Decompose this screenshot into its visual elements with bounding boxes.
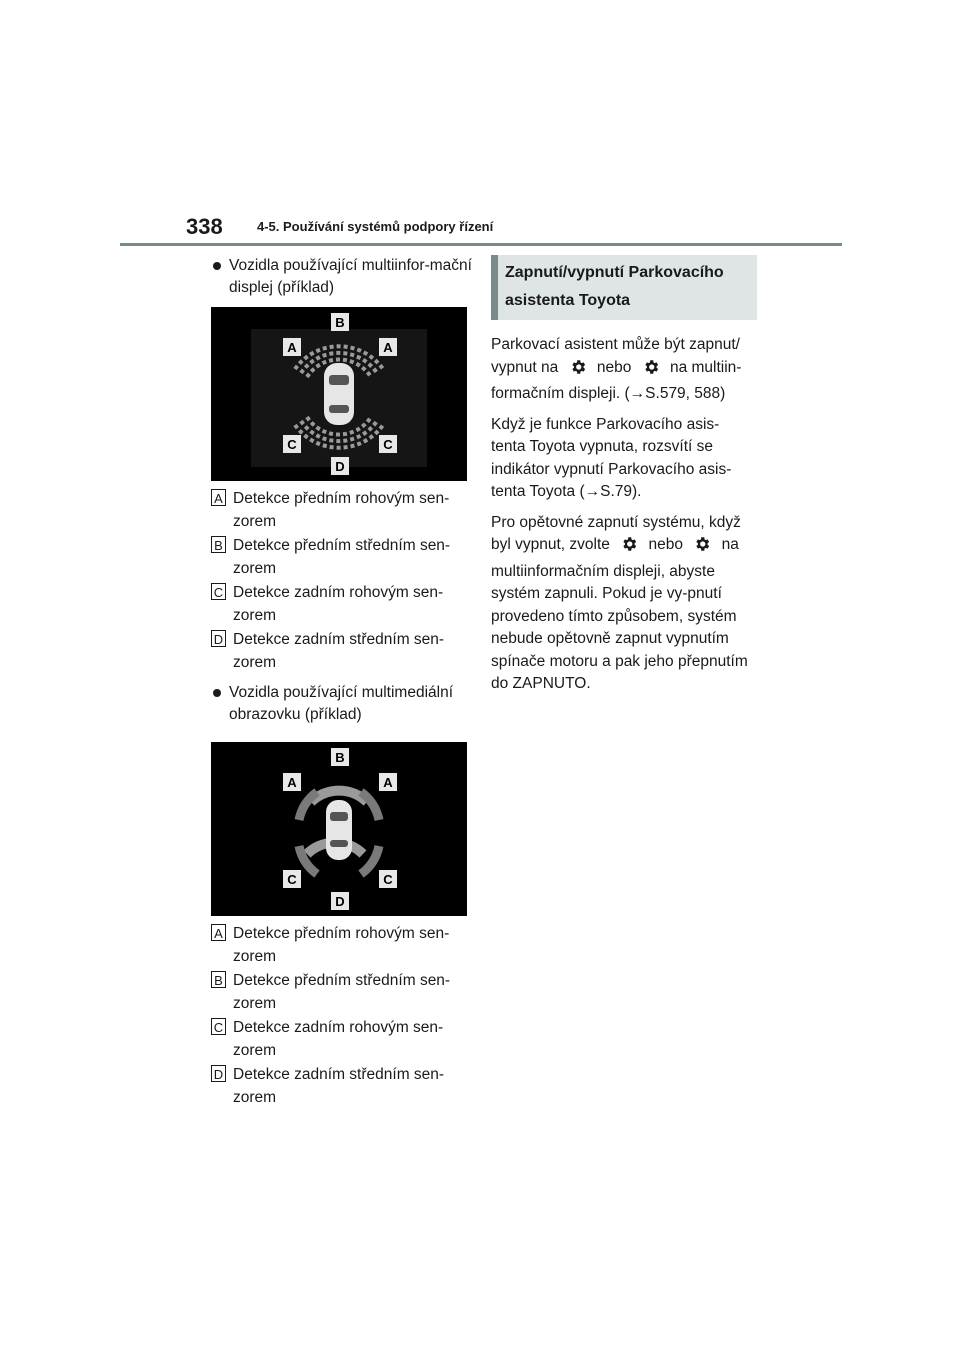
legend-d	[211, 1063, 473, 1109]
paragraph-text: nebo	[596, 358, 632, 376]
paragraph-text: na multiinformačním displeji, abyste systém zapnuli. Pokud je vy-pnutí provedeno tímto způsobem, systém nebude opětovně zapnut vypnutím spínače motoru a pak jeho přepnutím do ZAPNUTO.	[491, 536, 748, 692]
legend-d	[211, 628, 473, 674]
gear-icon	[693, 535, 711, 561]
left-column	[211, 255, 473, 1110]
legend-text: Detekce předním rohovým sen-zorem	[233, 490, 450, 530]
label-a-left: A	[287, 340, 297, 355]
letter-box-b: B	[211, 971, 226, 988]
label-a-right: A	[383, 775, 393, 790]
legend-text: Detekce předním rohovým sen-zorem	[233, 925, 450, 965]
legend-text: Detekce zadním rohovým sen-zorem	[233, 1019, 444, 1059]
legend-a	[211, 487, 473, 533]
legend-text: Detekce zadním středním sen-zorem	[233, 631, 445, 671]
label-a-right: A	[383, 340, 393, 355]
legend-a	[211, 922, 473, 968]
bullet-multiinfo: Vozidla používající multiinfor-mační displej (příklad)	[211, 255, 473, 299]
paragraph-indicator: Když je funkce Parkovacího asis-tenta Toyota vypnuta, rozsvítí se indikátor vypnutí Parkovacího asis-tenta Toyota (→S.79).	[491, 415, 732, 500]
label-b: B	[335, 315, 345, 330]
legend-text: Detekce zadním středním sen-zorem	[233, 1066, 445, 1106]
legend-b	[211, 534, 473, 580]
right-column	[491, 255, 753, 704]
gear-icon	[642, 358, 660, 384]
label-d: D	[335, 459, 345, 474]
label-c-left: C	[287, 872, 297, 887]
legend-text: Detekce zadním rohovým sen-zorem	[233, 584, 444, 624]
sensor-diagram-2	[211, 742, 467, 916]
legend-text: Detekce předním středním sen-zorem	[233, 972, 451, 1012]
legend-b	[211, 969, 473, 1015]
page-number: 338	[186, 214, 223, 239]
paragraph-reenable	[491, 512, 753, 696]
letter-box-d: D	[211, 630, 226, 647]
gear-icon	[620, 535, 638, 561]
legend-c	[211, 581, 473, 627]
chapter-title: 4-5. Používání systémů podpory řízení	[257, 219, 494, 234]
paragraph-text: na multiin-formačním displeji. (→S.579, 588)	[491, 358, 742, 402]
sensor-diagram-1	[211, 307, 467, 481]
figure-multimedia-screen	[211, 742, 467, 916]
letter-box-b: B	[211, 536, 226, 553]
legend-c	[211, 1016, 473, 1062]
paragraph-text: Parkovací asistent může být zapnut/ vypnut na	[491, 336, 740, 376]
letter-box-c: C	[211, 1018, 226, 1035]
paragraph-text: nebo	[648, 536, 684, 553]
paragraph-toggle	[491, 334, 753, 406]
gear-icon	[569, 358, 587, 384]
label-c-left: C	[287, 437, 297, 452]
letter-box-d: D	[211, 1065, 226, 1082]
header-rule	[120, 243, 842, 246]
paragraph-text: Pro opětovné zapnutí systému, když byl vypnut, zvolte	[491, 513, 741, 553]
letter-box-a: A	[211, 489, 226, 506]
label-c-right: C	[383, 437, 393, 452]
section-heading: Zapnutí/vypnutí Parkovacího asistenta Toyota	[491, 255, 757, 320]
label-c-right: C	[383, 872, 393, 887]
label-a-left: A	[287, 775, 297, 790]
letter-box-c: C	[211, 583, 226, 600]
label-d: D	[335, 894, 345, 909]
figure-multiinfo-display	[211, 307, 467, 481]
bullet-multimedia: Vozidla používající multimediální obrazovku (příklad)	[211, 682, 473, 726]
legend-text: Detekce předním středním sen-zorem	[233, 537, 451, 577]
label-b: B	[335, 750, 345, 765]
letter-box-a: A	[211, 924, 226, 941]
